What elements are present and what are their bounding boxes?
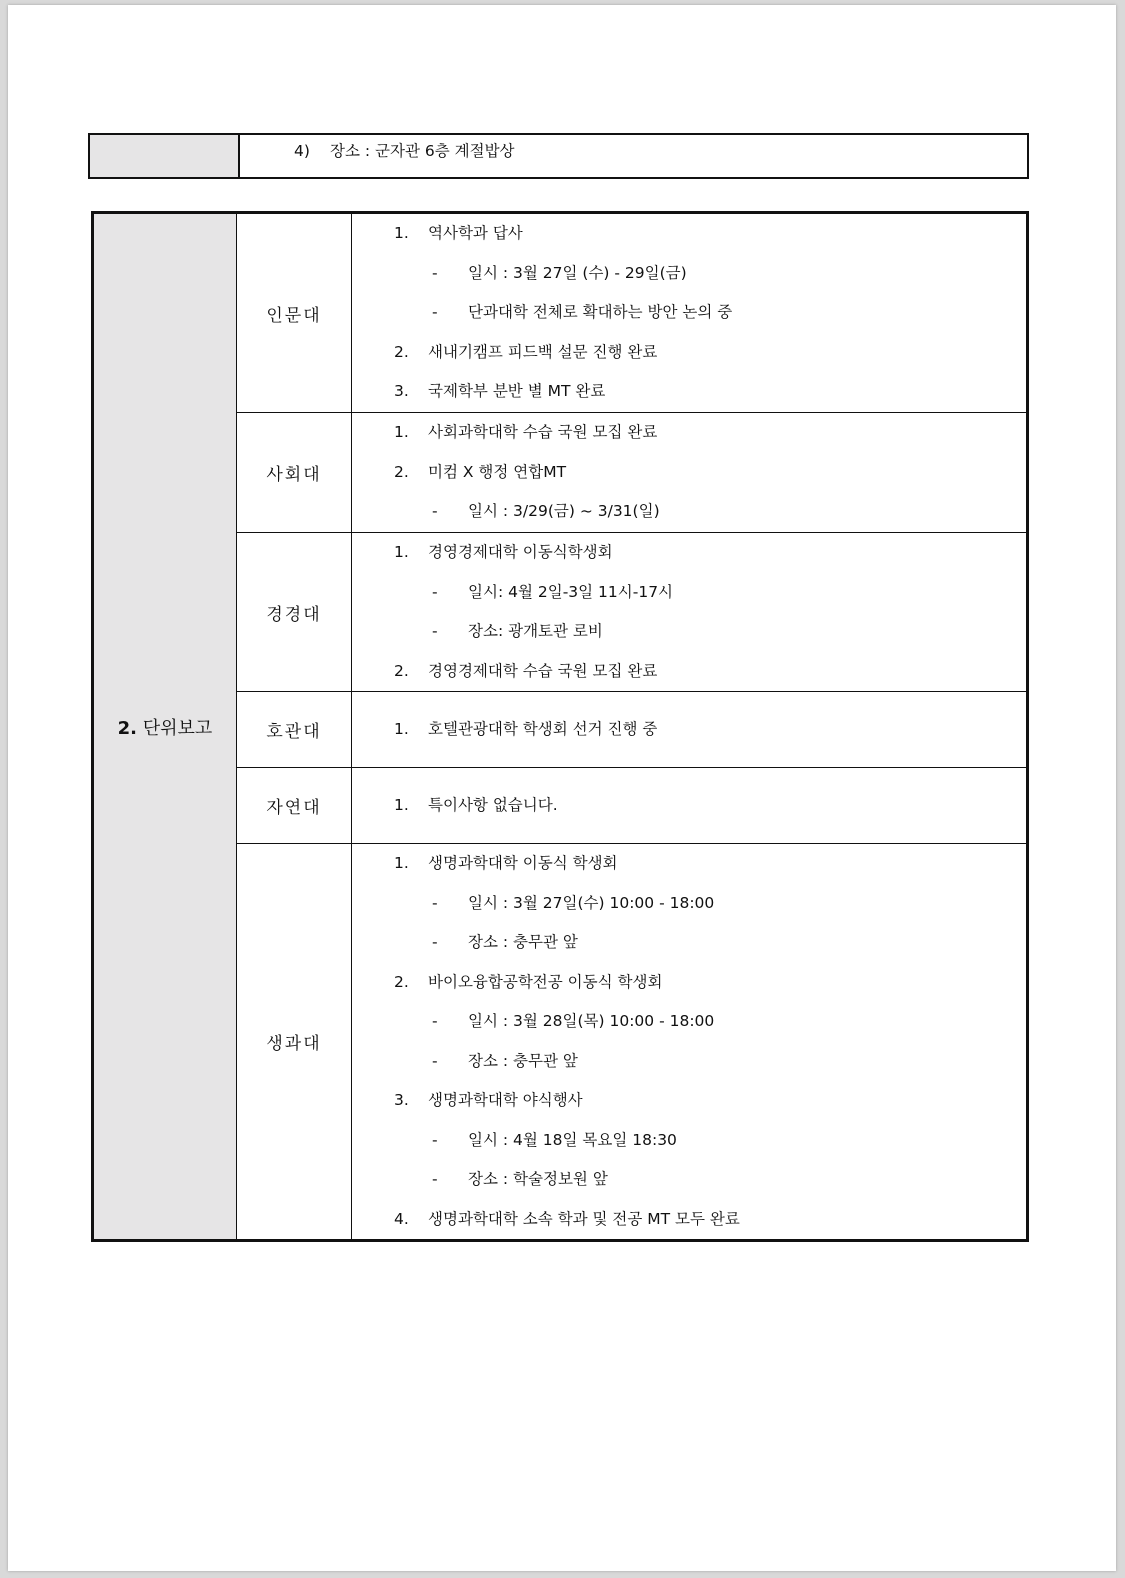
list-item [352, 1042, 1026, 1082]
item-text: 장소 : 충무관 앞 [468, 1051, 578, 1070]
list-item [352, 293, 1026, 333]
item-number: 1. [394, 719, 409, 738]
item-text: 일시 : 4월 18일 목요일 18:30 [468, 1130, 677, 1149]
bullet-dash: - [432, 1170, 438, 1188]
college-items-cell [352, 768, 1028, 844]
item-text: 특이사항 없습니다. [428, 795, 558, 814]
item-number: 1. [394, 543, 409, 561]
item-text: 일시 : 3/29(금) ~ 3/31(일) [468, 502, 660, 520]
bullet-dash: - [432, 1130, 438, 1149]
item-number: 1. [394, 423, 409, 441]
item-number: 1. [394, 224, 409, 242]
college-name: 자연대 [237, 768, 352, 844]
college-items-cell [352, 533, 1028, 692]
list-item [352, 413, 1026, 453]
item-text: 새내기캠프 피드백 설문 진행 완료 [428, 342, 658, 361]
list-item [352, 1200, 1026, 1240]
item-text: 국제학부 분반 별 MT 완료 [428, 382, 606, 400]
item-text: 생명과학대학 소속 학과 및 전공 MT 모두 완료 [428, 1209, 740, 1228]
bullet-dash: - [432, 502, 438, 520]
list-item [352, 1121, 1026, 1161]
item-list [352, 710, 1026, 750]
bullet-dash: - [432, 1051, 438, 1070]
item-list [352, 214, 1026, 412]
item-number: 2. [394, 972, 409, 991]
item-text: 장소 : 군자관 6층 계절밥상 [330, 142, 515, 160]
item-text: 사회과학대학 수습 국원 모집 완료 [428, 423, 658, 441]
college-items-cell [352, 413, 1028, 533]
bullet-dash: - [432, 622, 438, 640]
item-text: 미컴 X 행정 연합MT [428, 462, 567, 481]
list-item [352, 1160, 1026, 1200]
item-text: 경영경제대학 수습 국원 모집 완료 [428, 661, 658, 680]
list-item [352, 533, 1026, 573]
list-item [352, 923, 1026, 963]
list-item [352, 710, 1026, 750]
college-name: 경경대 [237, 533, 352, 692]
item-list [352, 413, 1026, 532]
section-number: 2. [117, 717, 138, 739]
item-text: 경영경제대학 이동식학생회 [428, 543, 613, 561]
item-list [352, 844, 1026, 1239]
list-item [352, 254, 1026, 294]
list-item [352, 963, 1026, 1003]
item-text: 단과대학 전체로 확대하는 방안 논의 중 [468, 303, 733, 321]
college-items-cell [352, 213, 1028, 413]
list-item [352, 652, 1026, 692]
table-row [89, 134, 1028, 178]
table-row [93, 213, 1028, 413]
list-item [352, 372, 1026, 412]
college-name: 사회대 [237, 413, 352, 533]
list-item [352, 1002, 1026, 1042]
item-number: 3. [394, 382, 409, 400]
item-number: 1. [394, 795, 409, 814]
item-text: 호텔관광대학 학생회 선거 진행 중 [428, 719, 658, 738]
item-text: 생명과학대학 야식행사 [428, 1091, 583, 1109]
item-text: 바이오융합공학전공 이동식 학생회 [428, 972, 663, 991]
list-item [352, 612, 1026, 652]
item-number: 4. [394, 1209, 409, 1228]
bullet-dash: - [432, 582, 438, 601]
section-title-cell [93, 213, 237, 1241]
list-item [352, 1081, 1026, 1121]
item-text: 일시: 4월 2일-3일 11시-17시 [468, 582, 674, 601]
item-list [352, 786, 1026, 826]
previous-section-table [88, 133, 1029, 179]
list-item [352, 453, 1026, 493]
item-number: 2. [394, 462, 409, 481]
item-text: 장소 : 충무관 앞 [468, 933, 578, 951]
college-name: 호관대 [237, 692, 352, 768]
list-item [352, 844, 1026, 884]
section-title: 단위보고 [142, 717, 213, 739]
item-text: 일시 : 3월 28일(목) 10:00 - 18:00 [468, 1012, 715, 1030]
section-label-cell [89, 134, 239, 178]
list-item [352, 214, 1026, 254]
bullet-dash: - [432, 893, 438, 912]
list-item [352, 573, 1026, 613]
item-number: 2. [394, 661, 409, 680]
bullet-dash: - [432, 933, 438, 951]
list-item [352, 492, 1026, 532]
item-text: 일시 : 3월 27일(수) 10:00 - 18:00 [468, 893, 715, 912]
list-item [352, 786, 1026, 826]
item-number: 4) [294, 142, 310, 160]
unit-report-table [91, 211, 1029, 1242]
college-items-cell [352, 844, 1028, 1241]
item-text: 장소 : 학술정보원 앞 [468, 1170, 608, 1188]
bullet-dash: - [432, 1012, 438, 1030]
bullet-dash: - [432, 303, 438, 321]
item-number: 1. [394, 854, 409, 872]
college-name: 생과대 [237, 844, 352, 1241]
item-number: 2. [394, 342, 409, 361]
document-page [8, 5, 1116, 1571]
item-text: 일시 : 3월 27일 (수) - 29일(금) [468, 263, 687, 282]
item-text: 역사학과 답사 [428, 224, 523, 242]
item-text: 장소: 광개토관 로비 [468, 622, 603, 640]
bullet-dash: - [432, 263, 438, 282]
college-name: 인문대 [237, 213, 352, 413]
location-item [239, 134, 1028, 178]
list-item [352, 884, 1026, 924]
item-text: 생명과학대학 이동식 학생회 [428, 854, 618, 872]
item-list [352, 533, 1026, 691]
item-number: 3. [394, 1091, 409, 1109]
college-items-cell [352, 692, 1028, 768]
list-item [352, 333, 1026, 373]
